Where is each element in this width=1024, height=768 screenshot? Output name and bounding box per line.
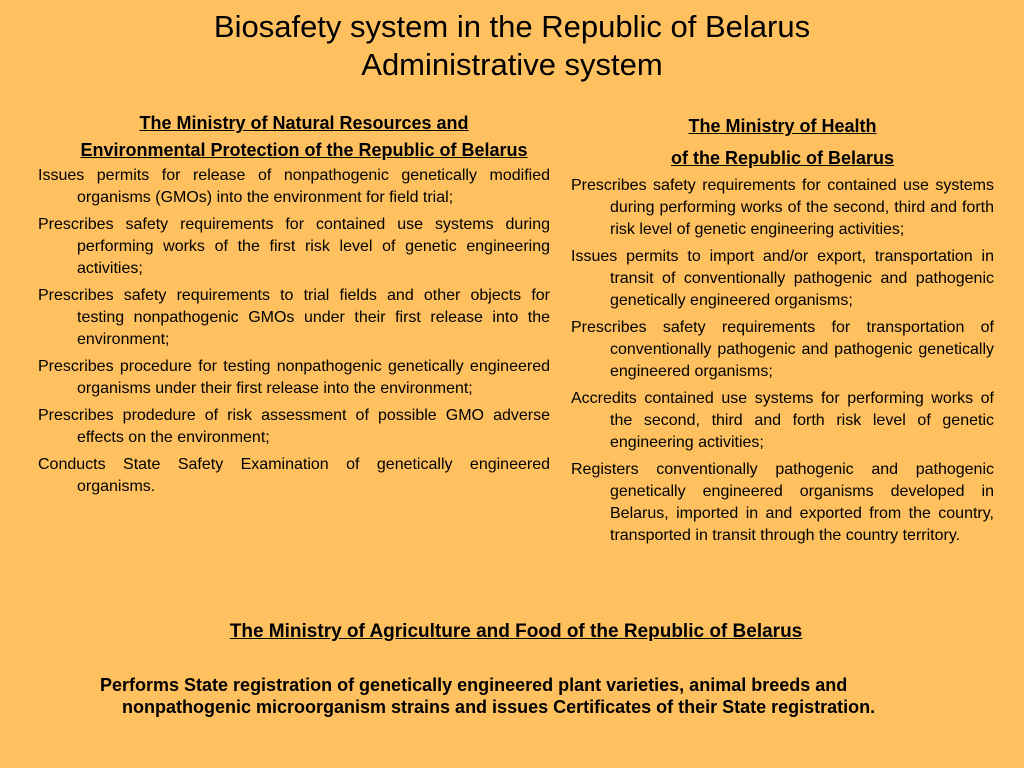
slide-title-line-2: Administrative system [361,47,663,82]
ministry-agriculture-heading: The Ministry of Agriculture and Food of the Republic of Belarus [229,621,803,642]
list-item: Registers conventionally pathogenic and pathogenic genetically engineered organisms developed in Belarus, imported in and exported from the country, transported in transit through the country territory. [571,461,994,544]
ministry-health-heading-line-2: of the Republic of Belarus [670,148,895,168]
list-item: Conducts State Safety Examination of genetically engineered organisms. [38,456,550,495]
list-item: Prescribes prodedure of risk assessment of possible GMO adverse effects on the environment; [38,407,550,446]
list-item: Prescribes procedure for testing nonpathogenic genetically engineered organisms under their first release into the environment; [38,358,550,397]
ministry-health-heading-line-1: The Ministry of Health [688,116,877,136]
list-item: Prescribes safety requirements to trial fields and other objects for testing nonpathogenic GMOs under their first release into the environment; [38,287,550,348]
list-item: Issues permits to import and/or export, transportation in transit of conventionally pathogenic and pathogenic genetically engineered organisms; [571,248,994,309]
ministry-agriculture-text-line-1: Performs State registration of genetically engineered plant varieties, animal breeds and [100,675,848,695]
ministry-natural-resources-heading: The Ministry of Natural Resources and Environmental Protection of the Republic of Belarus [80,113,528,160]
ministry-health-heading [571,110,994,174]
ministry-agriculture-text [100,674,950,718]
list-item: Issues permits for release of nonpathogenic genetically modified organisms (GMOs) into the environment for field trial; [38,167,550,206]
list-item: Prescribes safety requirements for transportation of conventionally pathogenic and pathogenic genetically engineered organisms; [571,319,994,380]
ministry-natural-resources-section [38,110,550,503]
slide-title-line-1: Biosafety system in the Republic of Belarus [213,9,811,44]
ministry-health-duties [571,175,994,547]
list-item: Prescribes safety requirements for contained use systems during performing works of the first risk level of genetic engineering activities; [38,216,550,277]
ministry-natural-resources-duties [38,165,550,498]
list-item: Prescribes safety requirements for contained use systems during performing works of the second, third and forth risk level of genetic engineering activities; [571,177,994,238]
list-item: Accredits contained use systems for performing works of the second, third and forth risk level of genetic engineering activities; [571,390,994,451]
ministry-health-section [571,110,994,552]
slide-title [0,8,1024,84]
ministry-agriculture-text-line-2: nonpathogenic microorganism strains and issues Certificates of their State registration. [122,697,876,717]
